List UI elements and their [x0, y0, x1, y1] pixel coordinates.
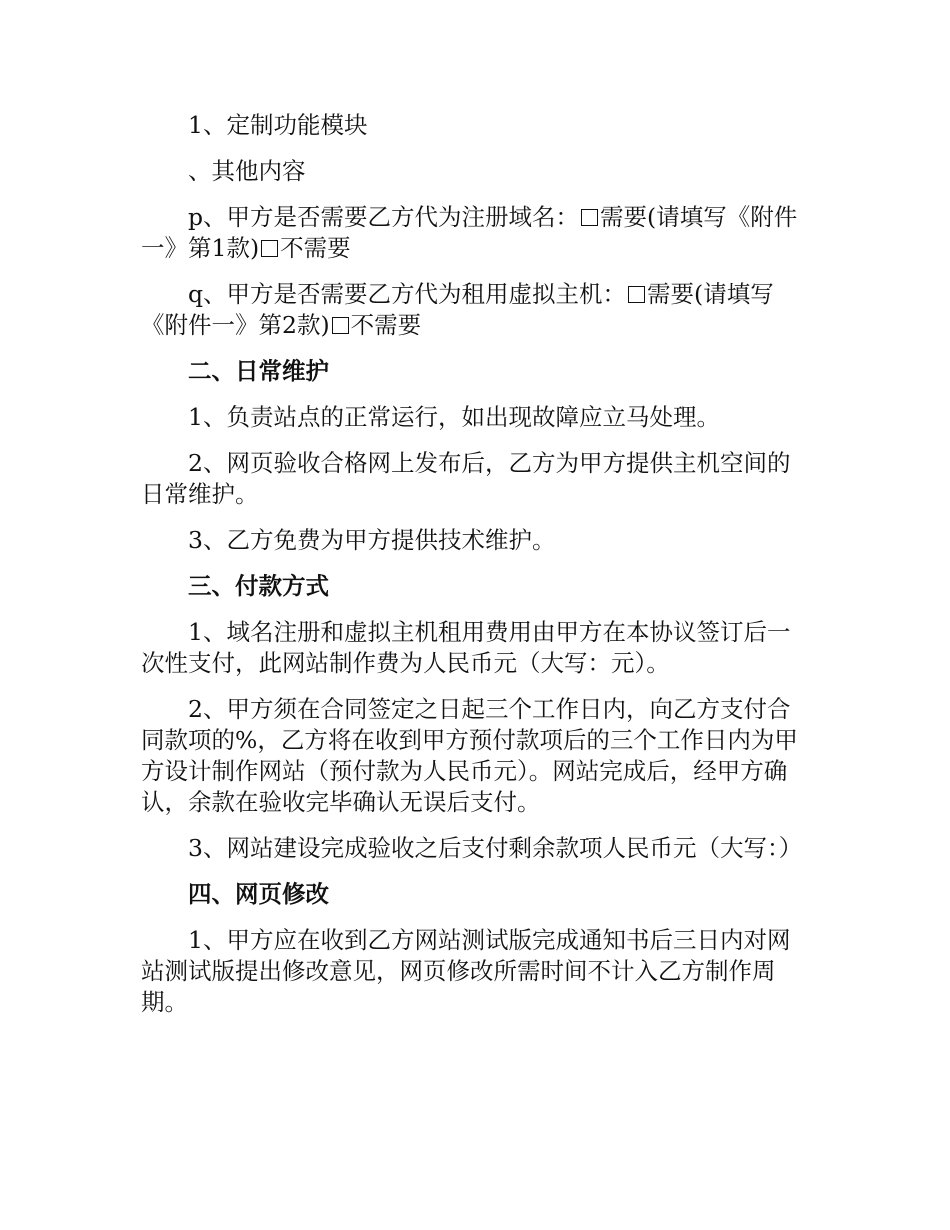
host-option-need-label: 需要(请填写《附件一》第2款) — [141, 280, 774, 339]
payment-item: 2、甲方须在合同签定之日起三个工作日内，向乙方支付合同款项的%，乙方将在收到甲方预付款项后的三个工作日内为甲方设计制作网站（预付款为人民币元）。网站完成后，经甲方确认，余款在验收完毕确认无误后支付。 — [141, 695, 798, 816]
host-question-text: q、甲方是否需要乙方代为租用虚拟主机： — [188, 280, 627, 308]
payment-item: 1、域名注册和虚拟主机租用费用由甲方在本协议签订后一次性支付，此网站制作费为人民币元（大写：元）。 — [141, 618, 791, 677]
revision-item: 1、甲方应在收到乙方网站测试版完成通知书后三日内对网站测试版提出修改意见，网页修改所需时间不计入乙方制作周期。 — [141, 926, 791, 1016]
host-option-no-need-label: 不需要 — [350, 311, 422, 339]
domain-question-text: p、甲方是否需要乙方代为注册域名： — [188, 203, 580, 231]
paragraph-other-content: 、其他内容 — [188, 157, 306, 185]
paragraph-domain-registration — [141, 202, 811, 264]
checkbox-host-need[interactable] — [628, 286, 645, 303]
maintenance-item: 2、网页验收合格网上发布后，乙方为甲方提供主机空间的日常维护。 — [141, 449, 791, 508]
checkbox-domain-no-need[interactable] — [261, 240, 278, 257]
section-heading-maintenance: 二、日常维护 — [188, 357, 329, 385]
payment-item: 3、网站建设完成验收之后支付剩余款项人民币元（大写：） — [188, 834, 803, 862]
maintenance-item: 3、乙方免费为甲方提供技术维护。 — [188, 526, 556, 554]
domain-option-no-need-label: 不需要 — [280, 234, 351, 262]
checkbox-domain-need[interactable] — [581, 209, 598, 226]
paragraph-custom-modules: 1、定制功能模块 — [188, 111, 368, 139]
section-heading-payment: 三、付款方式 — [188, 572, 329, 600]
domain-option-need-label: 需要(请填写《附件一》第1款) — [141, 203, 798, 262]
document-page — [141, 110, 811, 1033]
checkbox-host-no-need[interactable] — [332, 317, 349, 334]
section-heading-revision: 四、网页修改 — [188, 880, 329, 908]
paragraph-virtual-host — [141, 279, 811, 341]
maintenance-item: 1、负责站点的正常运行，如出现故障应立马处理。 — [188, 403, 720, 431]
